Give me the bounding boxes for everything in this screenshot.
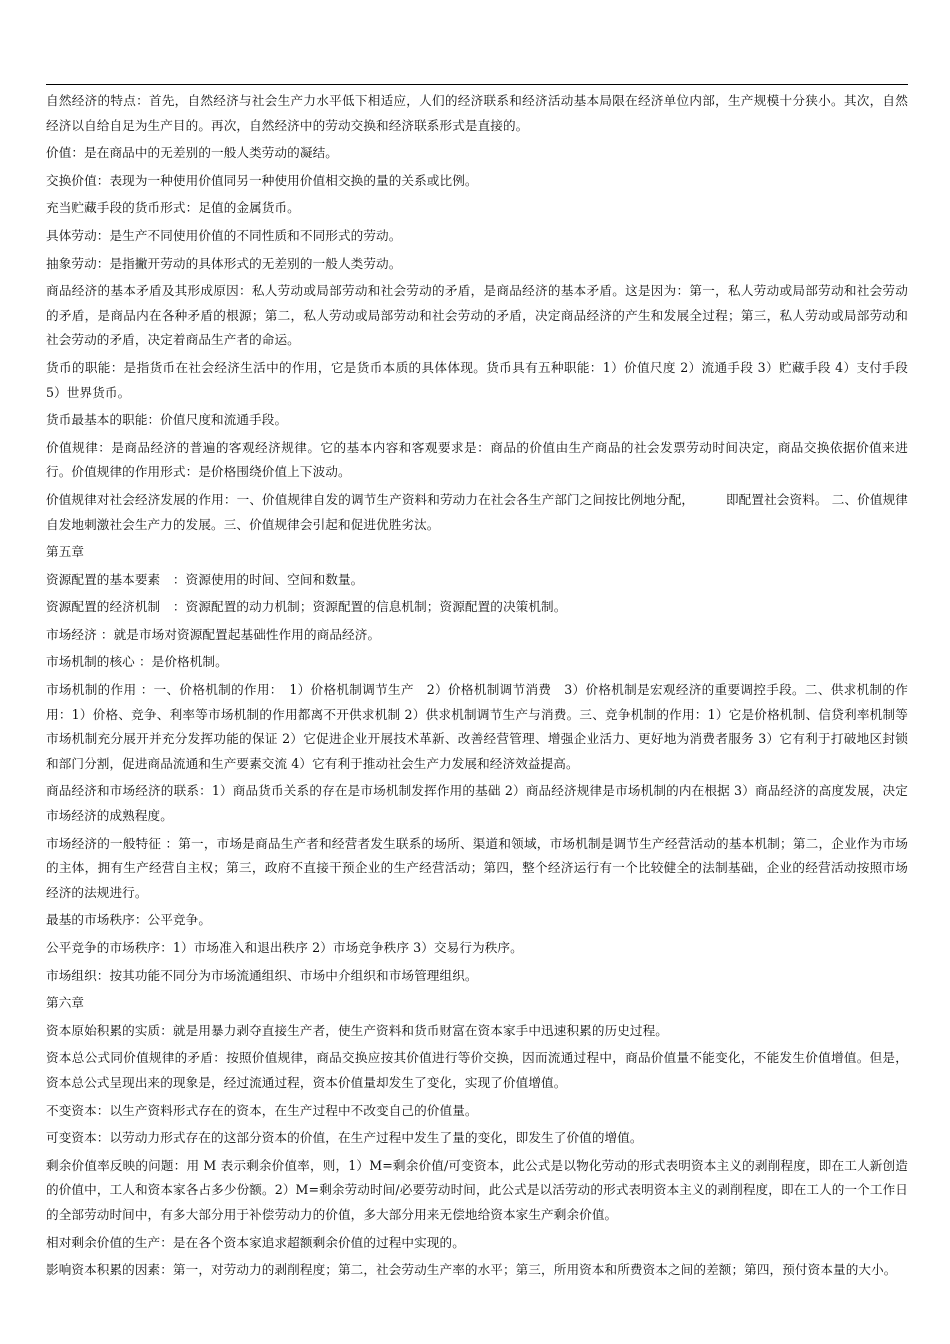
paragraph-19: 市场经济的一般特征 ：第一，市场是商品生产者和经营者发生联系的场所、渠道和领域，市场机制是调节生产经营活动的基本机制；第二，企业作为市场的主体，拥有生产经营自主权；第三，政府不直接干预企业的生产经营活动；第四，整个经济运行有一个比较健全的法制基础，企业的经营活动按照市场经济的法规进行。 bbox=[46, 835, 908, 900]
paragraph-21: 公平竞争的市场秩序：1）市场准入和退出秩序 2）市场竞争秩序 3）交易行为秩序。 bbox=[46, 940, 523, 955]
paragraph-9: 货币最基本的职能：价值尺度和流通手段。 bbox=[46, 412, 288, 428]
paragraph-3: 交换价值：表现为一种使用价值同另一种使用价值相交换的量的关系或比例。 bbox=[46, 172, 478, 188]
paragraph-13: 资源配置的基本要素 ：资源使用的时间、空间和数量。 bbox=[46, 571, 364, 587]
paragraph-27: 可变资本：以劳动力形式存在的这部分资本的价值，在生产过程中发生了量的变化，即发生了价值的增值。 bbox=[46, 1130, 643, 1146]
paragraph-4: 充当贮藏手段的货币形式：足值的金属货币。 bbox=[46, 200, 300, 216]
paragraph-10: 价值规律：是商品经济的普遍的客观经济规律。它的基本内容和客观要求是：商品的价值由生产商品的社会发票劳动时间决定，商品交换依据价值来进行。价值规律的作用形式：是价格围绕价值上下波动。 bbox=[46, 439, 908, 480]
paragraph-8: 货币的职能：是指货币在社会经济生活中的作用，它是货币本质的具体体现。货币具有五种职能：1）价值尺度 2）流通手段 3）贮藏手段 4）支付手段 5）世界货币。 bbox=[46, 359, 908, 400]
document-body bbox=[46, 89, 908, 1283]
paragraph-29: 相对剩余价值的生产：是在各个资本家追求超额剩余价值的过程中实现的。 bbox=[46, 1234, 465, 1250]
paragraph-24: 资本原始积累的实质：就是用暴力剥夺直接生产者，使生产资料和货币财富在资本家手中迅速积累的历史过程。 bbox=[46, 1022, 668, 1038]
paragraph-22: 市场组织：按其功能不同分为市场流通组织、市场中介组织和市场管理组织。 bbox=[46, 967, 478, 983]
paragraph-30: 影响资本积累的因素：第一，对劳动力的剥削程度；第二，社会劳动生产率的水平；第三，所用资本和所费资本之间的差额；第四，预付资本量的大小。 bbox=[46, 1262, 897, 1278]
paragraph-1: 自然经济的特点：首先，自然经济与社会生产力水平低下相适应，人们的经济联系和经济活动基本局限在经济单位内部，生产规模十分狭小。其次，自然经济以自给自足为生产目的。再次，自然经济中的劳动交换和经济联系形式是直接的。 bbox=[46, 93, 908, 133]
paragraph-26: 不变资本：以生产资料形式存在的资本，在生产过程中不改变自己的价值量。 bbox=[46, 1102, 478, 1118]
paragraph-17: 市场机制的作用 ：一、价格机制的作用： 1）价格机制调节生产 2）价格机制调节消费 3）价格机制是宏观经济的重要调控手段。二、供求机制的作用：1）价格、竞争、利率等市场机制的作用都离不开供求机制 2）供求机制调节生产与消费。三、竞争机制的作用：1）它是价格机制、信贷利率机制等市场机制充分展开并充分发挥功能的保证 2）它促进企业开展技术革新、改善经营管理、增强企业活力、更好地为消费者服务 3）它有利于打破地区封锁和部门分割，促进商品流通和生产要素交流 4）它有利于推动社会生产力发展和经济效益提高。 bbox=[46, 682, 908, 771]
paragraph-16: 市场机制的核心 ：是价格机制。 bbox=[46, 654, 228, 670]
paragraph-6: 抽象劳动：是指撇开劳动的具体形式的无差别的一般人类劳动。 bbox=[46, 255, 402, 271]
paragraph-15: 市场经济 ：就是市场对资源配置起基础性作用的商品经济。 bbox=[46, 626, 381, 642]
paragraph-11: 价值规律对社会经济发展的作用：一、价值规律自发的调节生产资料和劳动力在社会各生产部门之间按比例地分配， 即配置社会资料。 二、价值规律自发地刺激社会生产力的发展。三、价值规律会引起和促进优胜劣汰。 bbox=[46, 491, 908, 532]
paragraph-28: 剩余价值率反映的问题：用 M 表示剩余价值率，则，1）M=剩余价值/可变资本，此公式是以物化劳动的形式表明资本主义的剥削程度，即在工人新创造的价值中，工人和资本家各占多少份额。2）M=剩余劳动时间/必要劳动时间，此公式是以活劳动的形式表明资本主义的剥削程度，即在工人的一个工作日的全部劳动时间中，有多大部分用于补偿劳动力的价值，多大部分用来无偿地给资本家生产剩余价值。 bbox=[46, 1157, 908, 1222]
paragraph-7: 商品经济的基本矛盾及其形成原因：私人劳动或局部劳动和社会劳动的矛盾，是商品经济的基本矛盾。这是因为：第一，私人劳动或局部劳动和社会劳动的矛盾，是商品内在各种矛盾的根源；第二，私人劳动或局部劳动和社会劳动的矛盾，决定商品经济的产生和发展全过程；第三，私人劳动或局部劳动和社会劳动的矛盾，决定着商品生产者的命运。 bbox=[46, 283, 908, 348]
chapter-heading-5: 第五章 bbox=[46, 544, 85, 560]
paragraph-18: 商品经济和市场经济的联系：1）商品货币关系的存在是市场机制发挥作用的基础 2）商品经济规律是市场机制的内在根据 3）商品经济的高度发展，决定市场经济的成熟程度。 bbox=[46, 783, 908, 824]
paragraph-20: 最基的市场秩序：公平竞争。 bbox=[46, 912, 212, 928]
paragraph-14: 资源配置的经济机制 ：资源配置的动力机制；资源配置的信息机制；资源配置的决策机制。 bbox=[46, 599, 567, 615]
paragraph-25: 资本总公式同价值规律的矛盾：按照价值规律，商品交换应按其价值进行等价交换，因而流通过程中，商品价值量不能变化，不能发生价值增值。但是，资本总公式呈现出来的现象是，经过流通过程，资本价值量却发生了变化，实现了价值增值。 bbox=[46, 1050, 908, 1090]
paragraph-2: 价值：是在商品中的无差别的一般人类劳动的凝结。 bbox=[46, 145, 338, 161]
header-rule bbox=[46, 84, 908, 85]
chapter-heading-6: 第六章 bbox=[46, 995, 85, 1011]
document-page bbox=[46, 84, 908, 1286]
paragraph-5: 具体劳动：是生产不同使用价值的不同性质和不同形式的劳动。 bbox=[46, 227, 402, 243]
